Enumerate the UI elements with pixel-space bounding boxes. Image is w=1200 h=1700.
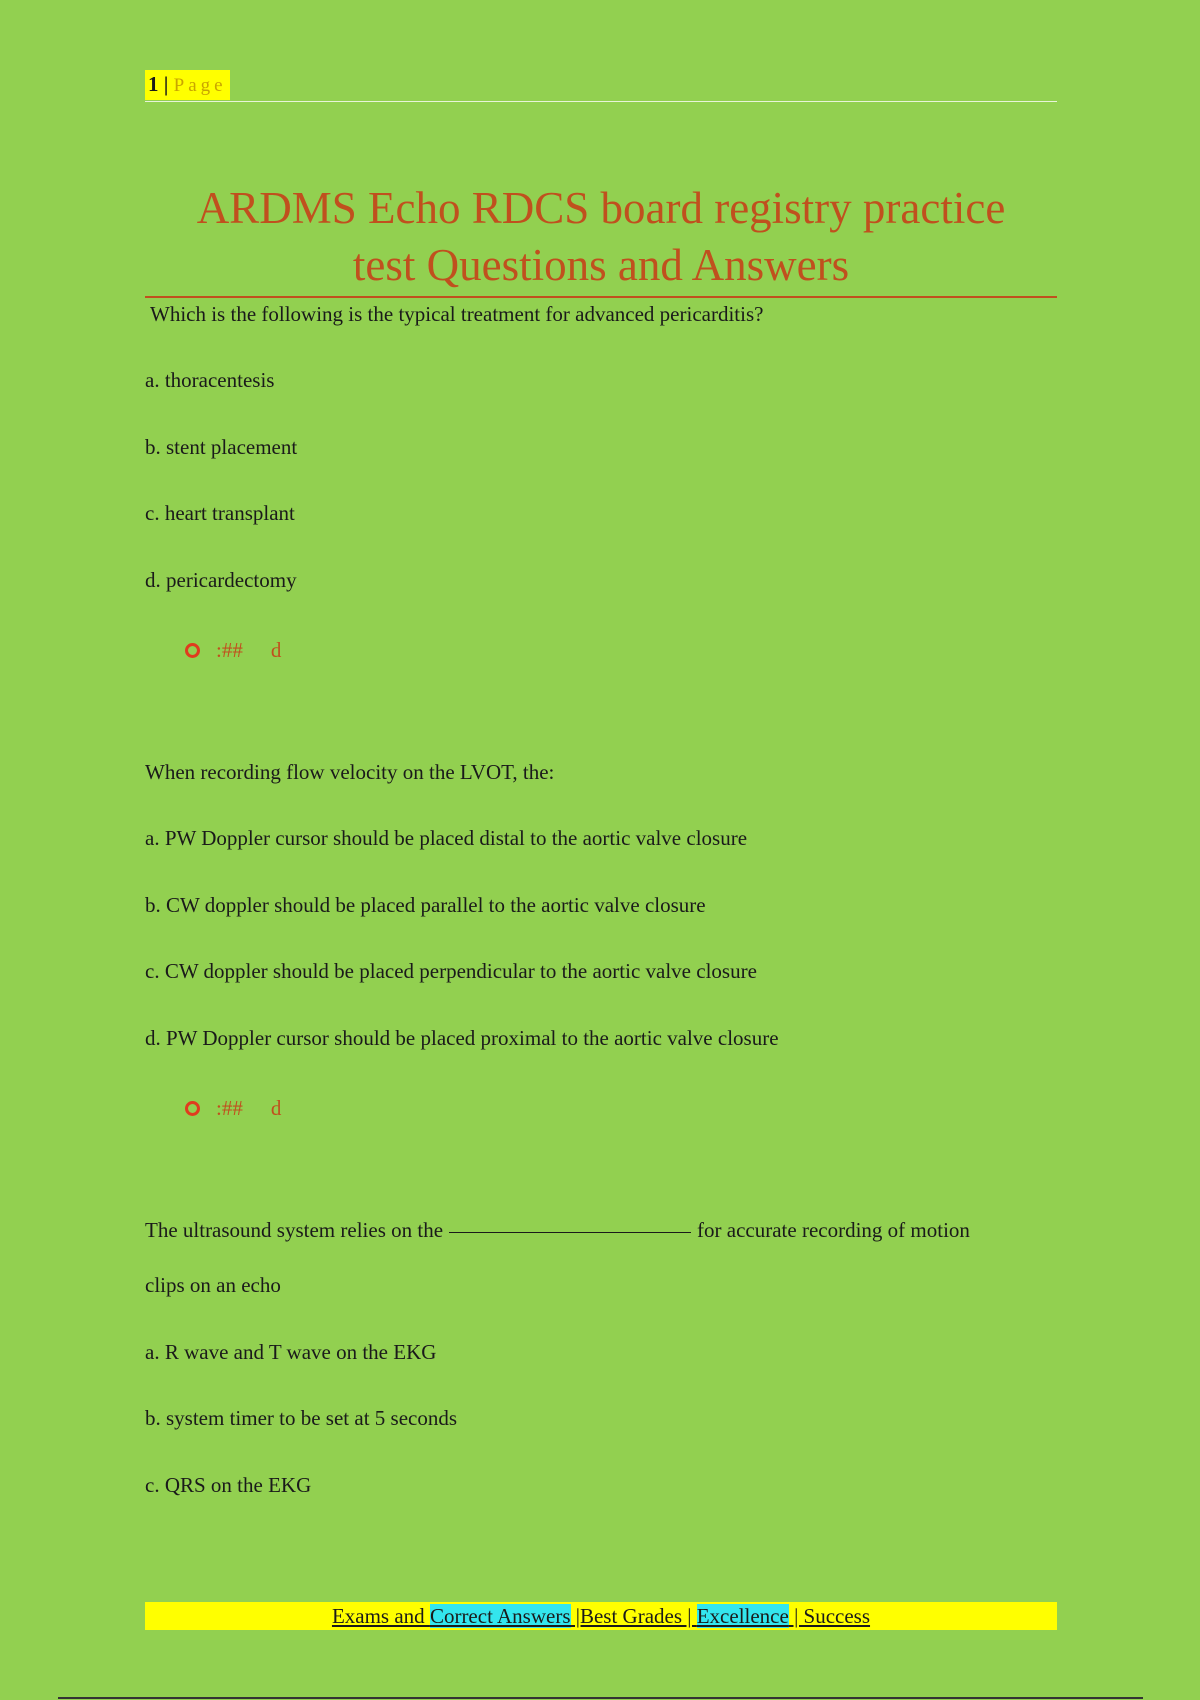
footer-best-grades: |Best Grades | bbox=[570, 1604, 697, 1628]
question-1-prompt: Which is the following is the typical treatment for advanced pericarditis? bbox=[150, 302, 764, 326]
footer-excellence: Excellence bbox=[696, 1604, 789, 1628]
footer-exams: Exams and bbox=[331, 1604, 430, 1628]
footer-success: | Success bbox=[788, 1604, 871, 1628]
question-1-option-b: b. stent placement bbox=[145, 435, 298, 459]
answer-value: d bbox=[270, 1096, 282, 1120]
page-bottom-border bbox=[58, 1697, 1143, 1699]
question-2-option-d: d. PW Doppler cursor should be placed proximal to the aortic valve closure bbox=[145, 1026, 779, 1050]
question-2-prompt: When recording flow velocity on the LVOT, the: bbox=[145, 760, 555, 784]
question-1-option-d: d. pericardectomy bbox=[145, 568, 297, 592]
question-2-option-b: b. CW doppler should be placed parallel to the aortic valve closure bbox=[145, 893, 706, 917]
title-divider bbox=[145, 296, 1057, 298]
page-footer bbox=[145, 1602, 1057, 1630]
footer-correct-answers: Correct Answers bbox=[429, 1604, 571, 1628]
question-2-option-c: c. CW doppler should be placed perpendicular to the aortic valve closure bbox=[145, 959, 757, 983]
question-3-prompt-end: for accurate recording of motion bbox=[697, 1218, 970, 1242]
question-3-prompt-line-2: clips on an echo bbox=[145, 1273, 281, 1297]
question-3-option-b: b. system timer to be set at 5 seconds bbox=[145, 1406, 458, 1430]
answer-bullet-icon bbox=[185, 1101, 200, 1116]
answer-bullet-icon bbox=[185, 643, 200, 658]
page-number-header bbox=[145, 70, 230, 100]
question-1-option-c: c. heart transplant bbox=[145, 501, 295, 525]
answer-marker: :## bbox=[216, 1096, 243, 1120]
question-3-option-a: a. R wave and T wave on the EKG bbox=[145, 1340, 437, 1364]
page-separator: | bbox=[163, 72, 169, 96]
title-line-2: test Questions and Answers bbox=[352, 240, 850, 290]
question-2-option-a: a. PW Doppler cursor should be placed distal to the aortic valve closure bbox=[145, 826, 748, 850]
answer-marker: :## bbox=[216, 638, 243, 662]
page-label: Page bbox=[173, 75, 227, 96]
document-title bbox=[145, 180, 1057, 294]
question-3-prompt bbox=[145, 1218, 970, 1243]
question-3-prompt-start: The ultrasound system relies on the bbox=[145, 1218, 444, 1242]
question-1-answer bbox=[185, 638, 281, 663]
page-number: 1 bbox=[148, 72, 159, 96]
answer-value: d bbox=[270, 638, 282, 662]
question-1-option-a: a. thoracentesis bbox=[145, 368, 275, 392]
header-divider bbox=[145, 101, 1057, 102]
question-2-answer bbox=[185, 1096, 281, 1121]
question-3-option-c: c. QRS on the EKG bbox=[145, 1473, 312, 1497]
title-line-1: ARDMS Echo RDCS board registry practice bbox=[196, 183, 1006, 233]
fill-in-blank bbox=[449, 1232, 691, 1233]
